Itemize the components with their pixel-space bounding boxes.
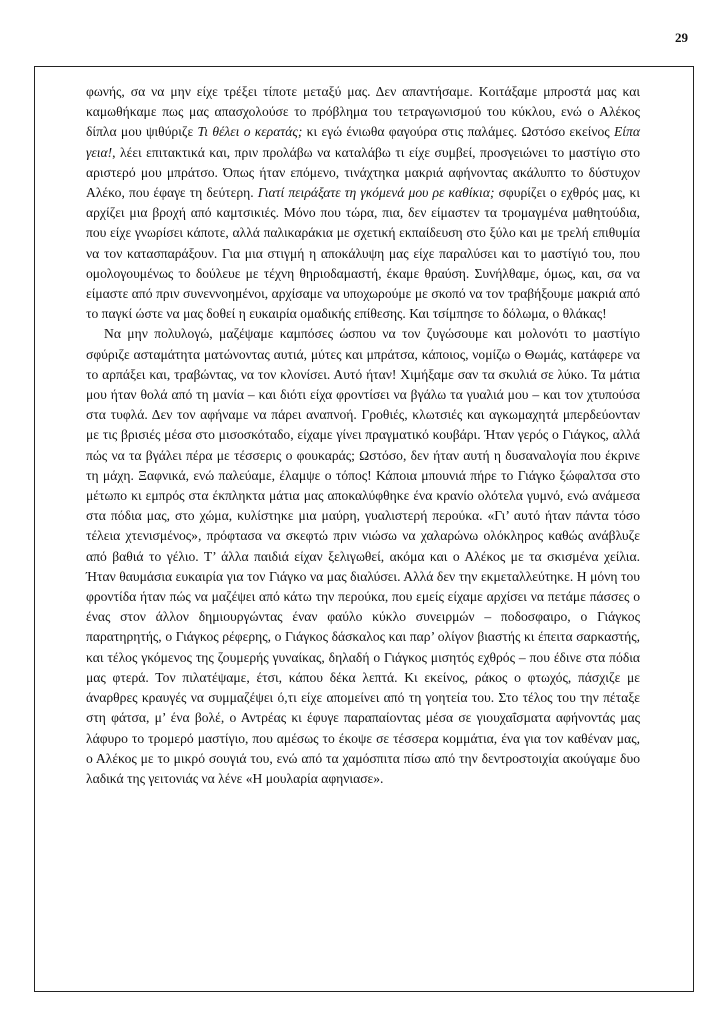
paragraph-2 xyxy=(86,324,640,789)
page-number: 29 xyxy=(675,30,688,45)
body-text xyxy=(86,82,640,789)
text-run: φωνής, σα να μην είχε τρέξει τίποτε μεταξύ μας. Δεν απαντήσαμε. Κοιτάξαμε μπροστά μας και καμωθήκαμε πως μας απασχολούσε το πρόβλημα του τετραγωνισμού του κύκλου, ενώ ο Αλέκος δίπλα μου ψιθύριζε xyxy=(86,84,640,140)
text-run: σφυρίζει ο εχθρός μας, κι αρχίζει μια βροχή από καμτσικιές. Μόνο που τώρα, πια, δεν είμαστεν τα τρομαγμένα μαθητούδια, που είχε γνωρίσει κάποτε, αλλά παλικαράκια με σχετική εκπαίδευση στο ξύλο και με τρελή επιθυμία να τον κατασπαράξουν. Για μια στιγμή η αποκάλυψη μας είχε παραλύσει και το μαστίγιό του, που ομολογουμένως το δούλευε με τέχνη θηριοδαμαστή, έκαμε θραύση. Συνήλθαμε, όμως, και, σα να είμαστε από πριν συνεννοημένοι, αρχίσαμε να υποχωρούμε με σκοπό να τον τραβήξουμε μακριά από το παγκί ώστε να μας δοθεί η ευκαιρία ομαδικής επίθεσης. Και τσίμπησε το δόλωμα, ο θλάκας! xyxy=(86,185,641,322)
italic-speech: Είπα γεια! xyxy=(86,124,640,160)
text-run: Να μην πολυλογώ, μαζέψαμε καμπόσες ώσπου να τον ζυγώσουμε και μολονότι το μαστίγιο σφύριζε ασταμάτητα ματώνοντας αυτιά, μύτες και μπράτσα, κάποιος, νομίζω ο Θωμάς, κατάφερε να το αρπάξει και, τραβώντας, να τον κλονίσει. Αυτό ήταν! Χιμήξαμε σαν τα σκυλιά σε λύκο. Τα μάτια μου ήταν θολά από τη μανία – και διότι είχα φροντίσει να βγάλω τα γυαλιά μου – και τον χτυπούσα στα τυφλά. Δεν τον αφήναμε να πάρει αναπνοή. Γροθιές, κλωτσιές και αγκωμαχητά μπερδεύονταν με τις βρισιές μέσα στο μισοσκόταδο, είχαμε γίνει πραγματικό κουβάρι. Ήταν γερός ο Γιάγκος, αλλά πώς να τα βγάλει πέρα με τέσσερις ο φουκαράς; Ωστόσο, δεν ήταν αυτή η δυσαναλογία που έκρινε τη μάχη. Ξαφνικά, ενώ παλεύαμε, έλαμψε ο τόπος! Κάποια μπουνιά πήρε το Γιάγκο ξώφαλτσα στο μέτωπο κι εμπρός στα έκπληκτα μάτια μας αποκαλύφθηκε ένα κρανίο ολότελα γυμνό, ενώ ανάμεσα στα πόδια μας, στο χώμα, κυλίστηκε μια μαύρη, γυαλιστερή περούκα. «Γι’ αυτό ήταν πάντα τόσο τέλεια χτενισμένος», πρόφτασα να σκεφτώ πριν νιώσω να χαλαρώνω ολόκληρος καθώς ανάβλυζε από βαθιά το γέλιο. Τ’ άλλα παιδιά είχαν ξελιγωθεί, ακόμα και ο Αλέκος με τα σκισμένα χείλια. Ήταν θαυμάσια ευκαιρία για τον Γιάγκο να μας διαλύσει. Αλλά δεν την εκμεταλλεύτηκε. Η μόνη του φροντίδα ήταν πώς να μαζέψει από κάτω την περούκα, που εμείς είχαμε αρχίσει να πετάμε πάσσες ο ένας στον άλλον δημιουργώντας έναν φαύλο κύκλο συνειρμών – ποδοσφαιρο, ο Γιάγκος παρατηρητής, ο Γιάγκος ρέφερης, ο Γιάγκος δάσκαλος και παρ’ ολίγον βιαστής κι έπειτα σαρκαστής, και τέλος γκόμενος της ζουμερής γυναίκας, δηλαδή ο Γιάγκος μισητός εχθρός – που έδινε στα πόδια μας φτερά. Τον πιλατέψαμε, έτσι, κάπου δέκα λεπτά. Κι εκείνος, ράκος ο φτωχός, πάσχιζε με άναρθρες κραυγές να συμμαζέψει ό,τι είχε απομείνει από τη γοητεία του. Στο τέλος του την πέταξε στη φάτσα, μ’ ένα βολέ, ο Αντρέας κι έφυγε παραπαίοντας μέσα σε γιουχαΐσματα αφήνοντάς μας λάφυρο το τρομερό μαστίγιο, που αμέσως το έκοψε σε τέσσερα κομμάτια, ένα για τον καθέναν μας, ο Αλέκος με το μικρό σουγιά του, ενώ από τα χαμόσπιτα πίσω από την δεντροστοιχία ακούγαμε δυο λαδικά της γειτονιάς να λένε «Η μουλαρία αφηνιασε». xyxy=(86,326,640,786)
text-run: κι εγώ ένιωθα φαγούρα στις παλάμες. Ωστόσο εκείνος xyxy=(302,124,614,140)
italic-speech: Τι θέλει ο κερατάς; xyxy=(197,124,303,140)
text-run: , λέει επιτακτικά και, πριν προλάβω να καταλάβω τι είχε συμβεί, προσγειώνει το μαστίγιο στο αριστερό μου μπράτσο. Όπως ήταν επόμενο, τινάχτηκα μακριά αφήνοντας ακάλυπτο το δύστυχον Αλέκο, που έφαγε τη δεύτερη. xyxy=(86,144,640,201)
paragraph-1 xyxy=(86,82,640,324)
italic-speech: Γιατί πειράξατε τη γκόμενά μου ρε καθίκια; xyxy=(257,185,495,201)
